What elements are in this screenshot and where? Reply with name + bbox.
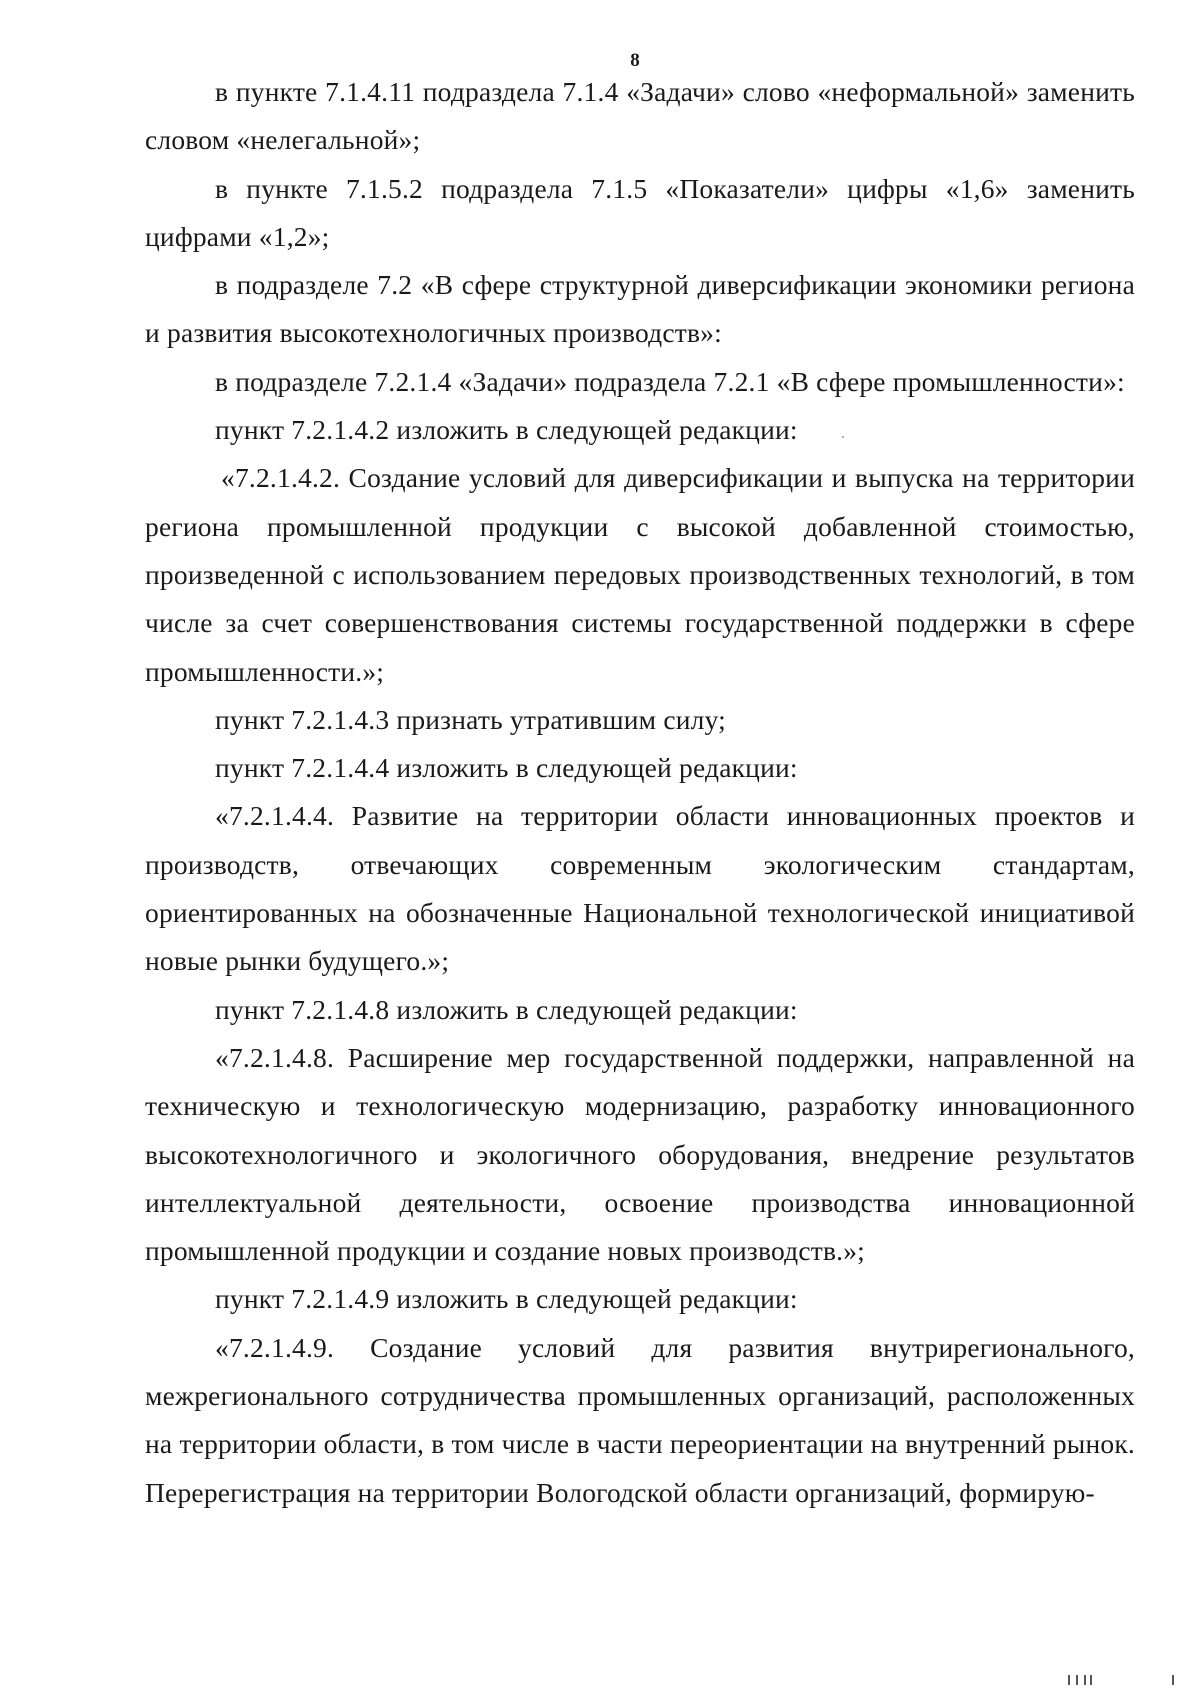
scan-mark — [1084, 1675, 1086, 1685]
paragraph-item-7-2-1-4-4-text: «7.2.1.4.4. Развитие на территории области инновационных проектов и производств, отвечающих современным экологическим стандартам, ориентированных на обозначенные Национальной технологической инициативой новые рынки будущего.»; — [145, 800, 1135, 977]
document-body — [145, 68, 1135, 1517]
paragraph-subsection-7-2-1-4: в подразделе 7.2.1.4 «Задачи» подраздела 7.2.1 «В сфере промышленности»: — [215, 365, 1125, 397]
scan-mark — [1090, 1675, 1092, 1685]
paragraph-item-7-2-1-4-4-intro: пункт 7.2.1.4.4 изложить в следующей редакции: — [215, 752, 798, 784]
page-number: 8 — [630, 50, 640, 71]
scan-mark — [1068, 1675, 1070, 1685]
paragraph-item-7-2-1-4-2-text: «7.2.1.4.2. Создание условий для диверсификации и выпуска на территории региона промышленной продукции с высокой добавленной стоимостью, произведенной с использованием передовых производственных технологий, в том числе за счет совершенствования системы государственной поддержки в сфере промышленности.»; — [145, 462, 1135, 687]
paragraph-item-7-2-1-4-9-text: «7.2.1.4.9. Создание условий для развития внутрирегионального, межрегионального сотрудничества промышленных организаций, расположенных на территории области, в том числе в части переориентации на внутренний рынок. Перерегистрация на территории Вологодской области организаций, формирую- — [145, 1331, 1135, 1508]
paragraph-amend-7-1-4-11: в пункте 7.1.4.11 подраздела 7.1.4 «Задачи» слово «неформальной» заменить словом «нелегальной»; — [145, 76, 1135, 156]
scan-speck — [842, 436, 844, 438]
paragraph-item-7-2-1-4-8-text: «7.2.1.4.8. Расширение мер государственной поддержки, направленной на техническую и технологическую модернизацию, разработку инновационного высокотехнологичного и экологичного оборудования, внедрение результатов интеллектуальной деятельности, освоение производства инновационной промышленной продукции и создание новых производств.»; — [145, 1041, 1135, 1267]
scan-mark — [1172, 1675, 1174, 1685]
paragraph-item-7-2-1-4-3: пункт 7.2.1.4.3 признать утратившим силу; — [215, 703, 727, 735]
paragraph-item-7-2-1-4-9-intro: пункт 7.2.1.4.9 изложить в следующей редакции: — [215, 1283, 798, 1315]
paragraph-item-7-2-1-4-8-intro: пункт 7.2.1.4.8 изложить в следующей редакции: — [215, 993, 798, 1025]
paragraph-amend-7-1-5-2: в пункте 7.1.5.2 подраздела 7.1.5 «Показатели» цифры «1,6» заменить цифрами «1,2»; — [145, 172, 1135, 252]
paragraph-subsection-7-2: в подразделе 7.2 «В сфере структурной диверсификации экономики региона и развития высокотехнологичных производств»: — [145, 269, 1135, 349]
scan-mark — [1076, 1675, 1078, 1685]
paragraph-item-7-2-1-4-2-intro: пункт 7.2.1.4.2 изложить в следующей редакции: — [215, 414, 798, 446]
